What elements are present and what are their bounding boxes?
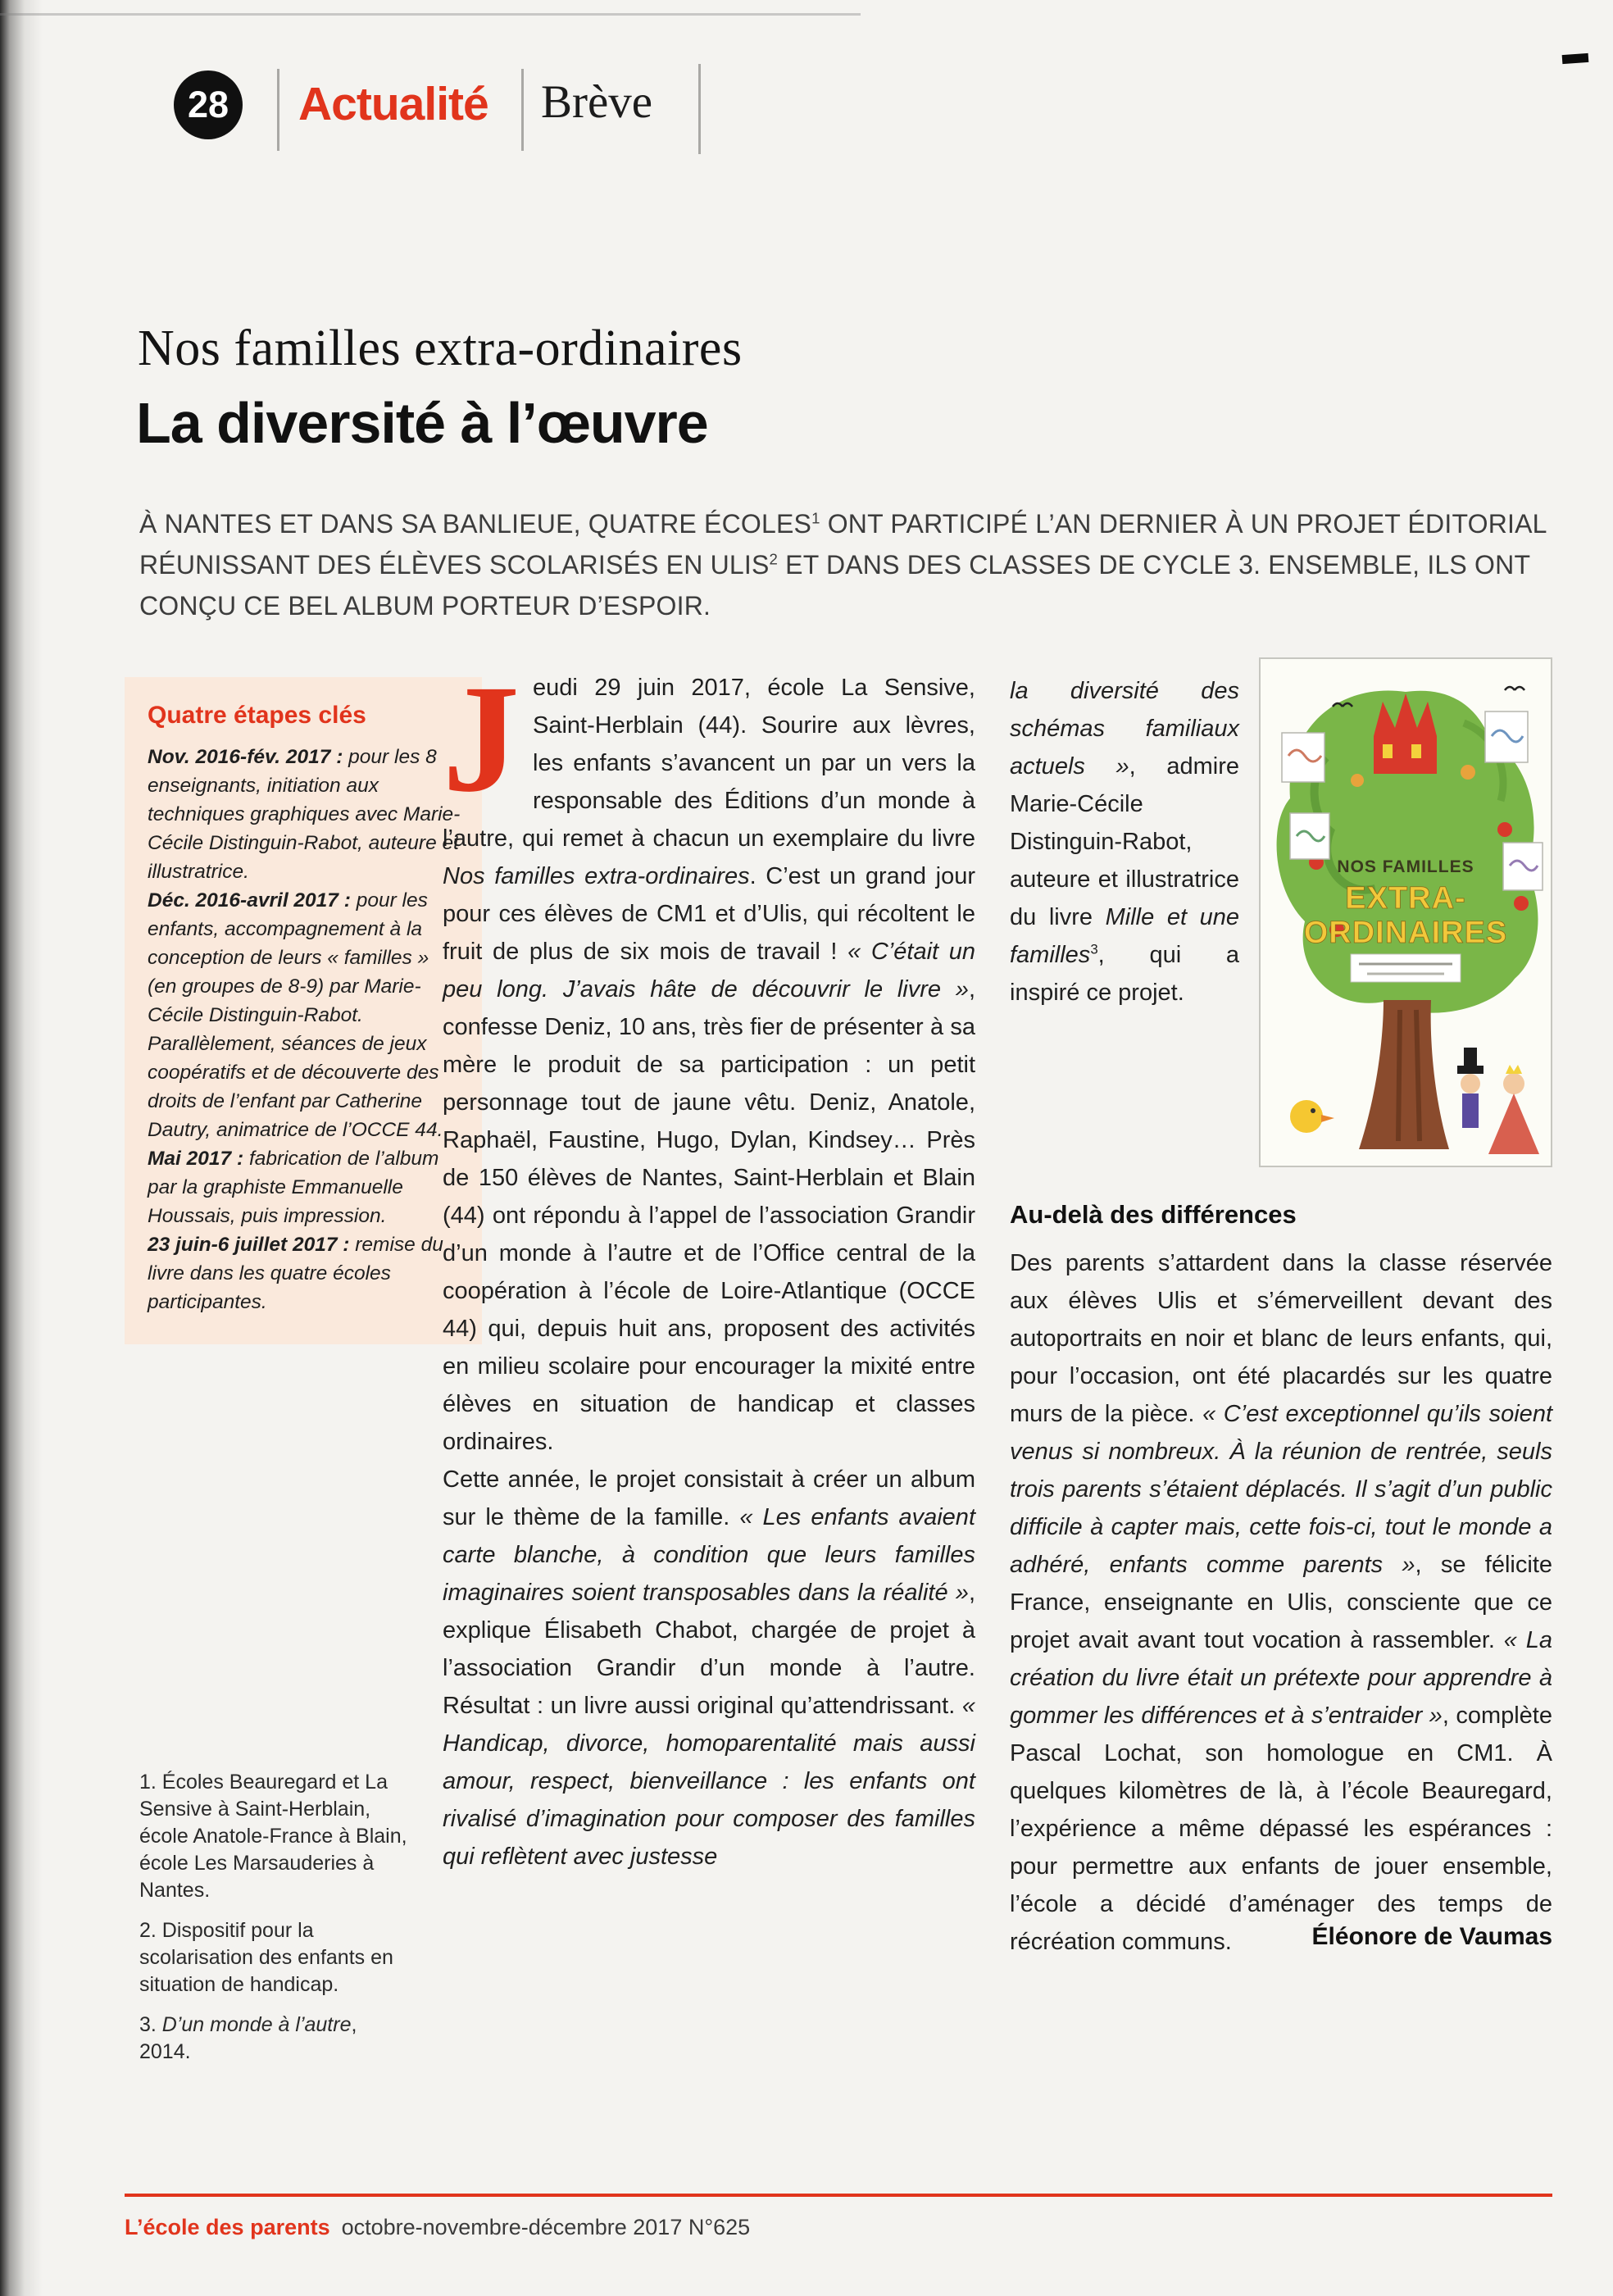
article-body-column-3 <box>1010 1200 1552 1955</box>
key-step-item: Nov. 2016-fév. 2017 : pour les 8 enseignants, initiation aux techniques graphiques avec Marie-Cécile Distinguin-Rabot, auteure et illustratrice. <box>148 746 461 883</box>
article-kicker: Nos familles extra-ordinaires <box>138 321 743 376</box>
book-cover-title-line2: EXTRA- <box>1345 881 1466 916</box>
issue-info: octobre-novembre-décembre 2017 N°625 <box>341 2215 751 2239</box>
article-paragraph-continuation: la diversité des schémas familiaux actuels », admire Marie-Cécile Distinguin-Rabot, auteure et illustratrice du livre Mille et une familles$^3$, qui a inspiré ce projet. <box>1010 678 1239 1006</box>
book-cover-illustration <box>1259 657 1552 1167</box>
footer-rule <box>125 2194 1552 2197</box>
standfirst: À NANTES ET DANS SA BANLIEUE, QUATRE ÉCOLES$^1$ ONT PARTICIPÉ L’AN DERNIER À UN PROJET ÉDITORIAL RÉUNISSANT DES ÉLÈVES SCOLARISÉS EN ULIS$^2$ ET DANS DES CLASSES DE CYCLE 3. ENSEMBLE, ILS ONT CONÇU CE BEL ALBUM PORTEUR D’ESPOIR. <box>139 509 1547 621</box>
scan-corner-mark <box>1562 53 1589 64</box>
page-footer <box>125 2215 750 2240</box>
scan-edge-shadow <box>0 0 43 2296</box>
header-divider <box>277 69 279 151</box>
article-paragraph-3: Des parents s’attardent dans la classe réservée aux élèves Ulis et s’émerveillent devant des autoportraits en noir et blanc de leurs enfants, qui, pour l’occasion, ont été placardés sur les quatre murs de la pièce. « C’est exceptionnel qu’ils soient venus si nombreux. À la réunion de rentrée, seuls trois parents s’étaient déplacés. Il s’agit d’un public difficile à capter mais, cette fois-ci, tout le monde a adhéré, enfants comme parents », se félicite France, enseignante en Ulis, consciente que ce projet avait avant tout vocation à rassembler. « La création du livre était un prétexte pour apprendre à gommer les différences et à s’entraider », complète Pascal Lochat, son homologue en CM1. À quelques kilomètres de là, à l’école Beauregard, l’expérience a même dépassé les espérances : pour permettre aux enfants de jouer ensemble, l’école a décidé d’aménager des temps de récréation communs. <box>1010 1250 1552 1955</box>
section-label: Actualité <box>298 78 488 130</box>
drop-cap: J <box>443 652 520 824</box>
article-body-column-1 <box>443 652 975 1875</box>
article-title: La diversité à l’œuvre <box>136 391 708 455</box>
page-number: 28 <box>187 84 229 125</box>
header-divider <box>521 69 524 151</box>
key-steps-box <box>125 677 482 1344</box>
byline: Éléonore de Vaumas <box>1311 1923 1552 1950</box>
article-body-column-2 <box>1010 672 1239 1012</box>
footnote: 2. Dispositif pour la scolarisation des enfants en situation de handicap. <box>139 1919 393 1996</box>
header-divider <box>698 64 701 154</box>
section-heading: Au-delà des différences <box>1010 1200 1297 1229</box>
book-cover-title-line3: ORDINAIRES <box>1303 916 1508 950</box>
article-paragraph-1 <box>443 652 975 1461</box>
magazine-name: L’école des parents <box>125 2215 330 2239</box>
subsection-label: Brève <box>541 76 653 128</box>
footnotes <box>139 1769 410 2079</box>
page-number-badge <box>174 70 243 139</box>
key-step-item: Déc. 2016-avril 2017 : pour les enfants, accompagnement à la conception de leurs « familles » (en groupes de 8-9) par Marie-Cécile Distinguin-Rabot. Parallèlement, séances de jeux coopératifs et de découverte des droits de l’enfant par Catherine Dautry, animatrice de l’OCCE 44. <box>148 889 443 1141</box>
footnote: 1. Écoles Beauregard et La Sensive à Saint-Herblain, école Anatole-France à Blain, école Les Marsauderies à Nantes. <box>139 1771 407 1902</box>
scan-top-artifact <box>0 13 861 16</box>
key-steps-title: Quatre étapes clés <box>148 702 366 729</box>
book-cover-title-line1: NOS FAMILLES <box>1337 857 1474 876</box>
book-cover-art <box>1259 657 1552 1167</box>
key-step-item: 23 juin-6 juillet 2017 : remise du livre dans les quatre écoles participantes. <box>148 1234 443 1313</box>
footnote: 3. D’un monde à l’autre, 2014. <box>139 2013 357 2063</box>
paragraph-text: eudi 29 juin 2017, école La Sensive, Saint-Herblain (44). Sourire aux lèvres, les enfants s’avancent un par un vers la responsable des Éditions d’un monde à l’autre, qui remet à chacun un exemplaire du livre Nos familles extra-ordinaires. C’est un grand jour pour ces élèves de CM1 et d’Ulis, qui récoltent le fruit de plus de six mois de travail ! « C’était un peu long. J’avais hâte de découvrir le livre », confesse Deniz, 10 ans, très fier de présenter à sa mère le produit de sa participation : un petit personnage tout de jaune vêtu. Deniz, Anatole, Raphaël, Faustine, Hugo, Dylan, Kindsey… Près de 150 élèves de Nantes, Saint-Herblain et Blain (44) ont répondu à l’appel de l’association Grandir d’un monde à l’autre et de l’Office central de la coopération à l’école de Loire-Atlantique (OCCE 44) qui, depuis huit ans, proposent des activités en milieu scolaire pour encourager la mixité entre élèves en situation de handicap et classes ordinaires. <box>443 675 975 1455</box>
key-step-item: Mai 2017 : fabrication de l’album par la graphiste Emmanuelle Houssais, puis impression. <box>148 1148 439 1227</box>
article-paragraph-2: Cette année, le projet consistait à créer un album sur le thème de la famille. « Les enfants avaient carte blanche, à condition que leurs familles imaginaires soient transposables dans la réalité », explique Élisabeth Chabot, chargée de projet à l’association Grandir d’un monde à l’autre. Résultat : un livre aussi original qu’attendrissant. « Handicap, divorce, homoparentalité mais aussi amour, respect, bienveillance : les enfants ont rivalisé d’imagination pour composer des familles qui reflètent avec justesse <box>443 1466 975 1870</box>
